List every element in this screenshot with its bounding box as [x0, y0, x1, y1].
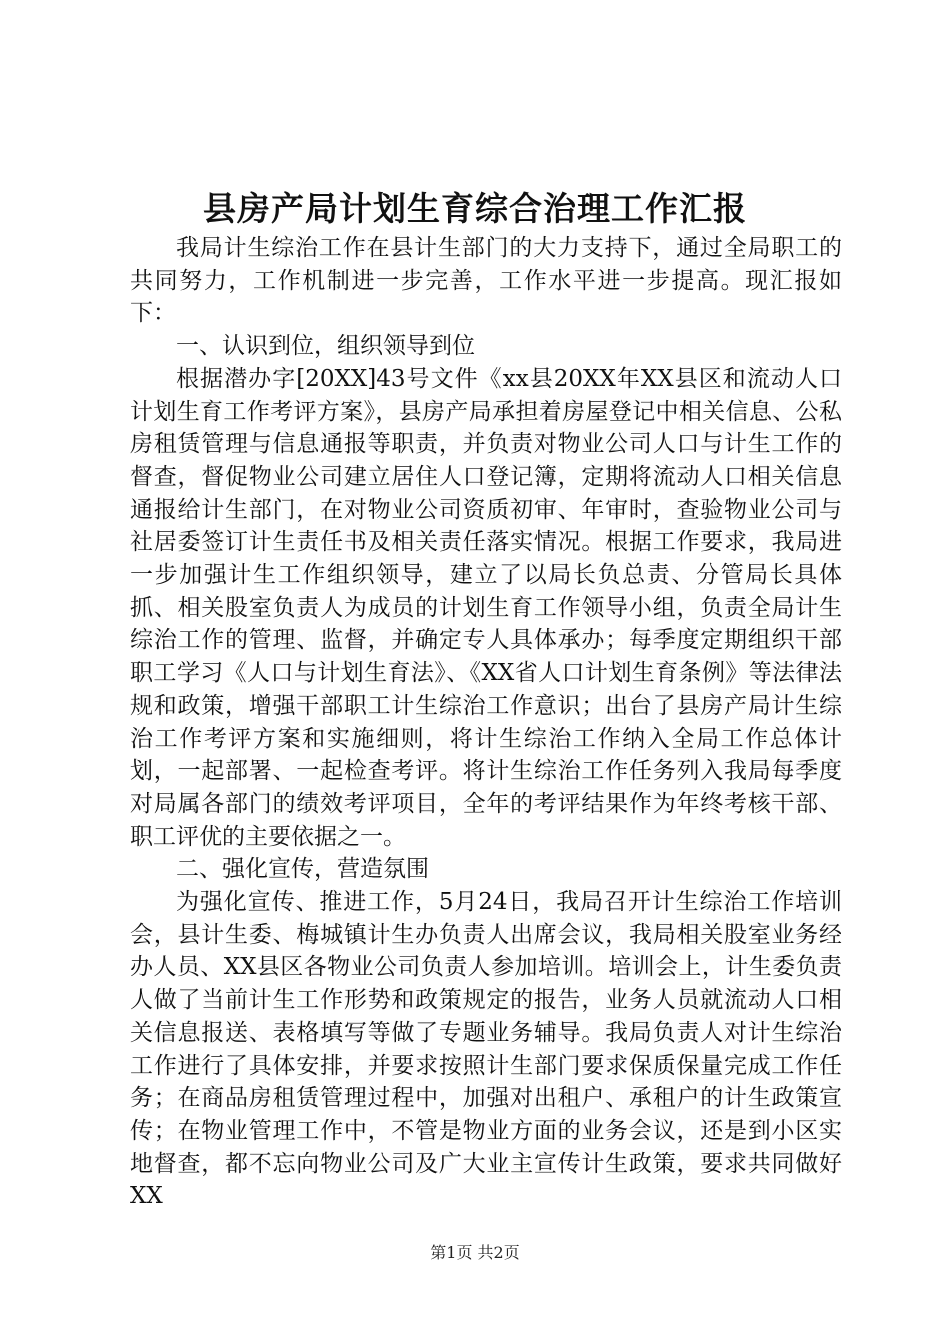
paragraph-section-2: 为强化宣传、推进工作，5月24日，我局召开计生综治工作培训会，县计生委、梅城镇计生办负责人出席会议，我局相关股室业务经办人员、XX县区各物业公司负责人参加培训。培训会上，计生委负责人做了当前计生工作形势和政策规定的报告，业务人员就流动人口相关信息报送、表格填写等做了专题业务辅导。我局负责人对计生综治工作进行了具体安排，并要求按照计生部门要求保质保量完成工作任务；在商品房租赁管理过程中，加强对出租户、承租户的计生政策宣传；在物业管理工作中，不管是物业方面的业务会议，还是到小区实地督查，都不忘向物业公司及广大业主宣传计生政策，要求共同做好XX: [130, 889, 842, 1210]
document-title: 县房产局计划生育综合治理工作汇报: [203, 189, 747, 228]
paragraph-intro: 我局计生综治工作在县计生部门的大力支持下，通过全局职工的共同努力，工作机制进一步完善，工作水平进一步提高。现汇报如下：: [130, 235, 842, 327]
section-heading-2: 二、强化宣传，营造氛围: [176, 856, 429, 883]
section-heading-1: 一、认识到位，组织领导到位: [176, 333, 475, 360]
document-body: [130, 232, 842, 1213]
page-number-footer: 第1页 共2页: [430, 1243, 520, 1262]
paragraph-section-1: 根据潜办字[20XX]43号文件《xx县20XX年XX县区和流动人口计划生育工作考评方案》，县房产局承担着房屋登记中相关信息、公私房租赁管理与信息通报等职责，并负责对物业公司人口与计生工作的督查，督促物业公司建立居住人口登记簿，定期将流动人口相关信息通报给计生部门，在对物业公司资质初审、年审时，查验物业公司与社居委签订计生责任书及相关责任落实情况。根据工作要求，我局进一步加强计生工作组织领导，建立了以局长负总责、分管局长具体抓、相关股室负责人为成员的计划生育工作领导小组，负责全局计生综治工作的管理、监督，并确定专人具体承办；每季度定期组织干部职工学习《人口与计划生育法》、《XX省人口计划生育条例》等法律法规和政策，增强干部职工计生综治工作意识；出台了县房产局计生综治工作考评方案和实施细则，将计生综治工作纳入全局工作总体计划，一起部署、一起检查考评。将计生综治工作任务列入我局每季度对局属各部门的绩效考评项目，全年的考评结果作为年终考核干部、职工评优的主要依据之一。: [130, 365, 842, 850]
